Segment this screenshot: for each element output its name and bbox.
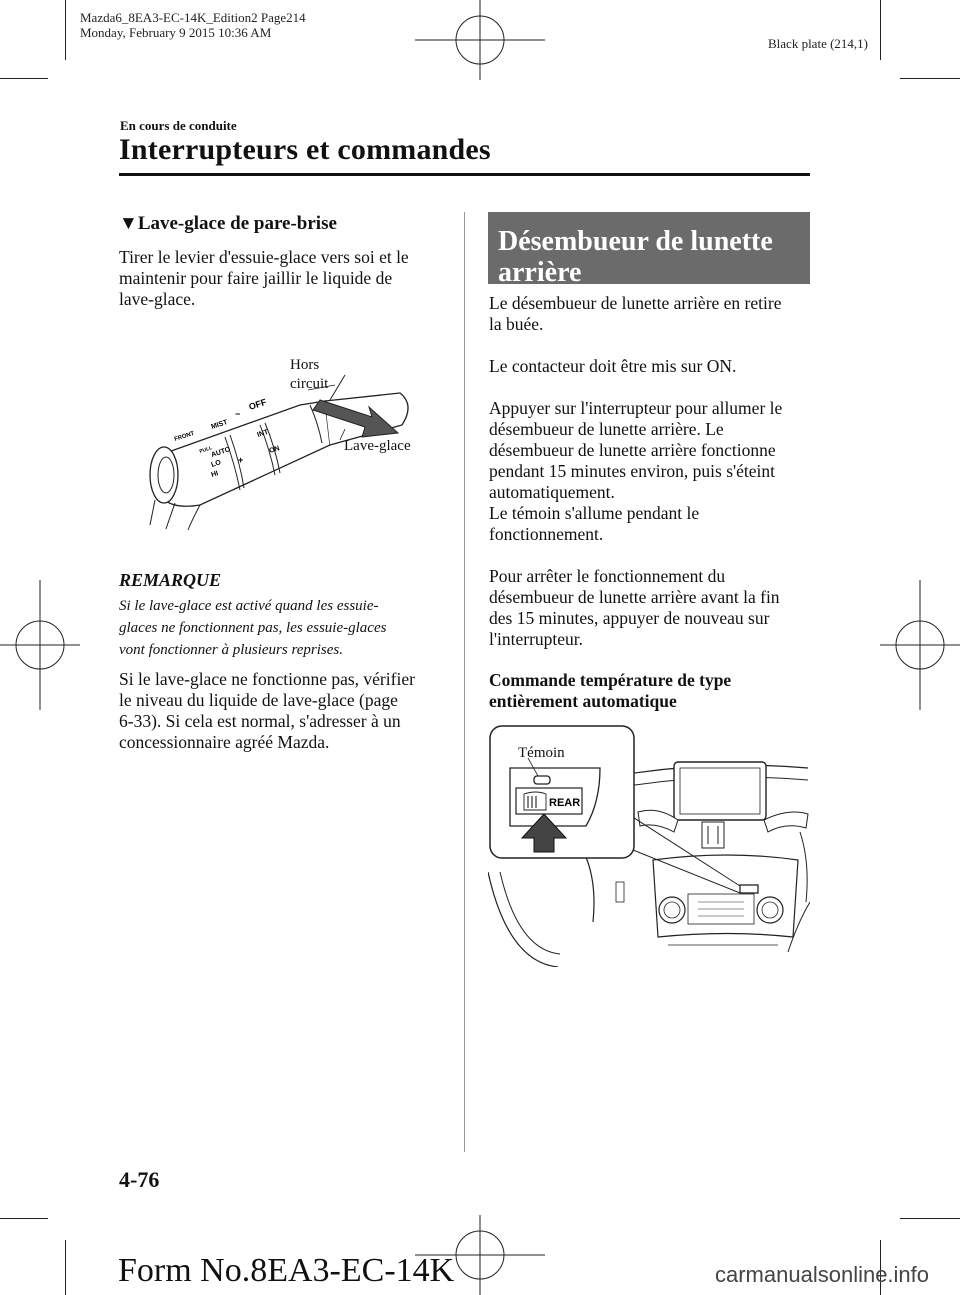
right-text bbox=[489, 293, 819, 671]
triangle-marker-icon: ▼ bbox=[119, 213, 138, 234]
svg-text:LO: LO bbox=[210, 459, 222, 469]
note-title: REMARQUE bbox=[119, 570, 222, 590]
svg-text:−: − bbox=[235, 409, 241, 419]
subhead bbox=[119, 213, 337, 235]
form-number: Form No.8EA3-EC-14K bbox=[118, 1252, 455, 1289]
after-note-paragraph: Si le lave-glace ne fonctionne pas, vérifier le niveau du liquide de lave-glace (page 6-33). Si cela est normal, s'adresser à un concessionnaire agréé Mazda. bbox=[119, 669, 415, 752]
svg-text:MIST: MIST bbox=[210, 419, 229, 431]
paragraph-4: Pour arrêter le fonctionnement du désembueur de lunette arrière avant la fin des 15 minutes, appuyer de nouveau sur l'interrupteur. bbox=[489, 566, 780, 649]
file-info bbox=[80, 10, 306, 40]
paragraph-1: Le désembueur de lunette arrière en retire la buée. bbox=[489, 293, 782, 334]
watermark: carmanualsonline.info bbox=[715, 1262, 930, 1287]
svg-text:+: + bbox=[238, 455, 244, 465]
callout-washer: Lave-glace bbox=[344, 438, 411, 454]
file-info-line2: Monday, February 9 2015 10:36 AM bbox=[80, 25, 272, 40]
svg-text:INT: INT bbox=[256, 428, 270, 439]
crop-mark bbox=[0, 1218, 48, 1219]
svg-text:HI: HI bbox=[210, 470, 220, 479]
rear-button-label: REAR bbox=[549, 797, 581, 809]
svg-text:ON: ON bbox=[268, 445, 281, 455]
svg-text:OFF: OFF bbox=[247, 396, 268, 412]
registration-mark-right bbox=[880, 580, 960, 710]
column-divider bbox=[464, 212, 465, 1152]
crop-mark bbox=[900, 78, 960, 79]
svg-text:PULL: PULL bbox=[198, 445, 214, 455]
crop-mark bbox=[880, 0, 881, 60]
page-number: 4-76 bbox=[119, 1167, 160, 1192]
subhead-text: Lave-glace de pare-brise bbox=[137, 213, 337, 234]
callout-off: Hors circuit bbox=[290, 357, 329, 392]
section-name: En cours de conduite bbox=[120, 118, 237, 133]
intro-paragraph: Tirer le levier d'essuie-glace vers soi et le maintenir pour faire jaillir le liquide de lave-glace. bbox=[119, 247, 409, 309]
paragraph-3: Appuyer sur l'interrupteur pour allumer le désembueur de lunette arrière. Le désembueur de lunette arrière fonctionne pendant 15 minutes environ, puis s'éteint automatiquement. Le témoin s'allume pendant le fonctionnement. bbox=[489, 398, 783, 544]
file-info-line1: Mazda6_8EA3-EC-14K_Edition2 Page214 bbox=[80, 10, 306, 25]
svg-text:FRONT: FRONT bbox=[173, 430, 196, 443]
svg-text:AUTO: AUTO bbox=[210, 446, 232, 459]
plate-info: Black plate (214,1) bbox=[768, 36, 868, 51]
registration-mark-top bbox=[415, 0, 545, 80]
crop-mark bbox=[900, 1218, 960, 1219]
title-rule bbox=[119, 173, 810, 176]
page-title: Interrupteurs et commandes bbox=[119, 133, 491, 166]
crop-mark bbox=[65, 0, 66, 60]
paragraph-2: Le contacteur doit être mis sur ON. bbox=[489, 356, 737, 376]
note-body: Si le lave-glace est activé quand les essuie- glaces ne fonctionnent pas, les essuie-glaces vont fonctionner à plusieurs reprises. bbox=[119, 598, 387, 658]
crop-mark bbox=[0, 78, 48, 79]
control-type-label: Commande température de type entièrement automatique bbox=[489, 670, 732, 711]
callout-indicator: Témoin bbox=[518, 745, 565, 761]
crop-mark bbox=[65, 1240, 66, 1295]
registration-mark-left bbox=[0, 580, 80, 710]
section-banner: Désembueur de lunette arrière bbox=[488, 212, 810, 284]
